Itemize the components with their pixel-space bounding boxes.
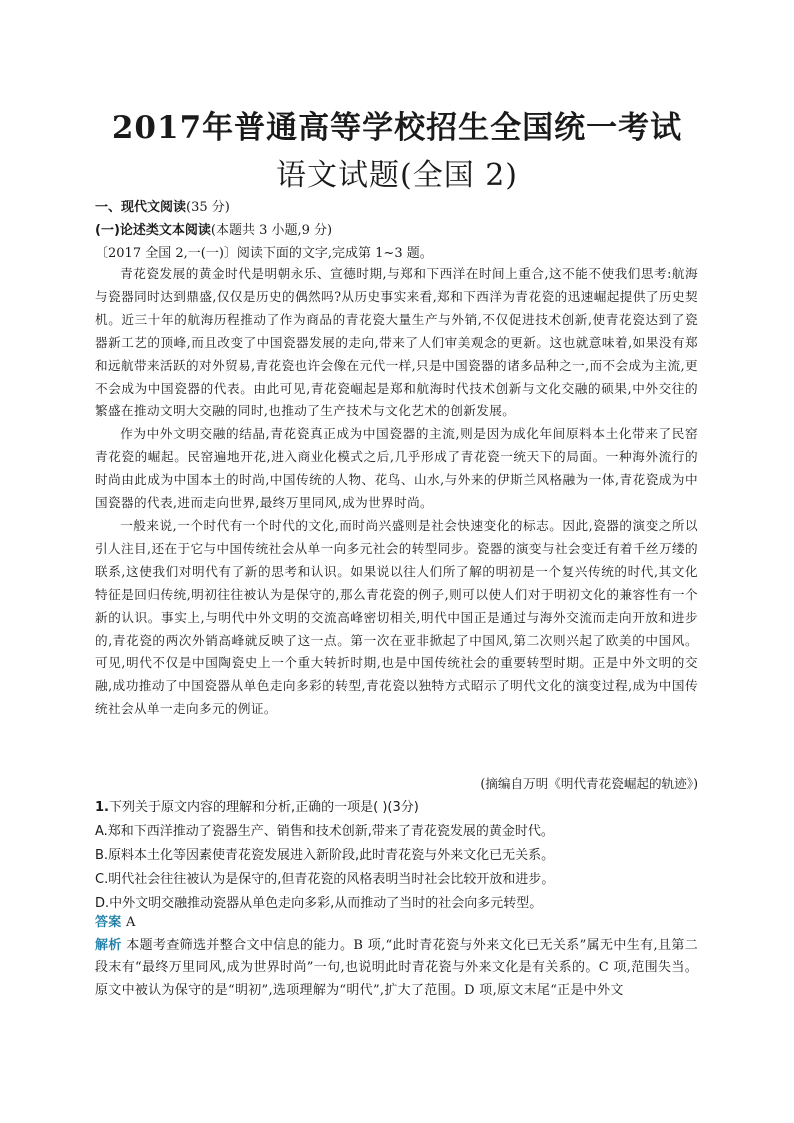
answer-line (95, 912, 698, 935)
subsection-heading-text: (一)论述类文本阅读 (95, 223, 211, 239)
section-heading-text: 一、现代文阅读 (95, 200, 187, 215)
exam-title: 2017年普通高等学校招生全国统一考试 (111, 110, 683, 146)
analysis-text-block (95, 935, 698, 1003)
question-stem-text: 下列关于原文内容的理解和分析,正确的一项是( )(3分) (108, 800, 419, 815)
analysis-text: 本题考查筛选并整合文中信息的能力。B 项,“此时青花瓷与外来文化已无关系”属无中生有,且第二段末有“最终万里同风,成为世界时尚”一句,也说明此时青花瓷与外来文化是有关系的。C 项,范围失当。原文中被认为保守的是“明初”,选项理解为“明代”,扩大了范围。D 项,原文末尾“正是中外文 (95, 937, 698, 998)
subsection-note: (本题共 3 小题,9 分) (210, 223, 333, 239)
passage-paragraph-3: 一般来说,一个时代有一个时代的文化,而时尚兴盛则是社会快速变化的标志。因此,瓷器的演变之所以引人注目,还在于它与中国传统社会从单一向多元社会的转型同步。瓷器的演变与社会变迁有着千丝万缕的联系,这使我们对明代有了新的思考和认识。如果说以往人们所了解的明初是一个复兴传统的时代,其文化特征是回归传统,明初往往被认为是保守的,那么青花瓷的例子,则可以使人们对于明初文化的兼容性有一个新的认识。事实上,与明代中外文明的交流高峰密切相关,明代中国正是通过与海外交流而走向开放和进步的,青花瓷的两次外销高峰就反映了这一点。第一次在亚非掀起了中国风,第二次则兴起了欧美的中国风。可见,明代不仅是中国陶瓷史上一个重大转折时期,也是中国传统社会的重要转型时期。正是中外文明的交融,成功推动了中国瓷器从单色走向多彩的转型,青花瓷以独特方式昭示了明代文化的演变过程,成为中国传统社会从单一走向多元的例证。 (95, 517, 698, 717)
question-stem (95, 796, 698, 820)
section-heading (95, 196, 698, 219)
section-heading-points: (35 分) (186, 200, 230, 215)
subsection-heading (95, 219, 698, 242)
reading-passage (95, 263, 698, 721)
passage-paragraph-1: 青花瓷发展的黄金时代是明朝永乐、宣德时期,与郑和下西洋在时间上重合,这不能不使我们思考:航海与瓷器同时达到鼎盛,仅仅是历史的偶然吗?从历史事实来看,郑和下西洋为青花瓷的迅速崛起提供了历史契机。近三十年的航海历程推动了作为商品的青花瓷大量生产与外销,不仅促进技术创新,使青花瓷达到了瓷器新工艺的顶峰,而且改变了中国瓷器发展的走向,带来了人们审美观念的更新。这也就意味着,如果没有郑和远航带来活跃的对外贸易,青花瓷也许会像在元代一样,只是中国瓷器的诸多品种之一,而不会成为主流,更不会成为中国瓷器的代表。由此可见,青花瓷崛起是郑和航海时代技术创新与文化交融的硕果,中外交往的繁盛在推动文明大交融的同时,也推动了生产技术与文化艺术的创新发展。 (95, 266, 698, 419)
passage-source: (摘编自万明《明代青花瓷崛起的轨迹》) (480, 776, 698, 791)
instruction-text: 〔2017 全国 2,一(一)〕阅读下面的文字,完成第 1~3 题。 (95, 246, 433, 262)
section-header (95, 196, 698, 266)
answer-label: 答案 (95, 915, 122, 930)
option-c: C.明代社会往往被认为是保守的,但青花瓷的风格表明当时社会比较开放和进步。 (95, 872, 555, 887)
answer-block (95, 912, 698, 1002)
passage-paragraph-2: 作为中外文明交融的结晶,青花瓷真正成为中国瓷器的主流,则是因为成化年间原料本土化带来了民窑青花瓷的崛起。民窑遍地开花,进入商业化模式之后,几乎形成了青花瓷一统天下的局面。一种海外流行的时尚由此成为中国本土的时尚,中国传统的人物、花鸟、山水,与外来的伊斯兰风格融为一体,青花瓷成为中国瓷器的代表,进而走向世界,最终万里同风,成为世界时尚。 (95, 426, 698, 511)
option-b: B.原料本土化等因素使青花瓷发展进入新阶段,此时青花瓷与外来文化已无关系。 (95, 848, 555, 863)
answer-value: A (126, 915, 136, 930)
question-number: 1. (95, 800, 109, 815)
option-a: A.郑和下西洋推动了瓷器生产、销售和技术创新,带来了青花瓷发展的黄金时代。 (95, 824, 554, 839)
exam-subtitle: 语文试题(全国 2) (275, 158, 519, 193)
analysis-label: 解析 (95, 937, 122, 953)
option-d: D.中外文明交融推动瓷器从单色走向多彩,从而推动了当时的社会向多元转型。 (95, 896, 543, 911)
question-1 (95, 796, 698, 916)
